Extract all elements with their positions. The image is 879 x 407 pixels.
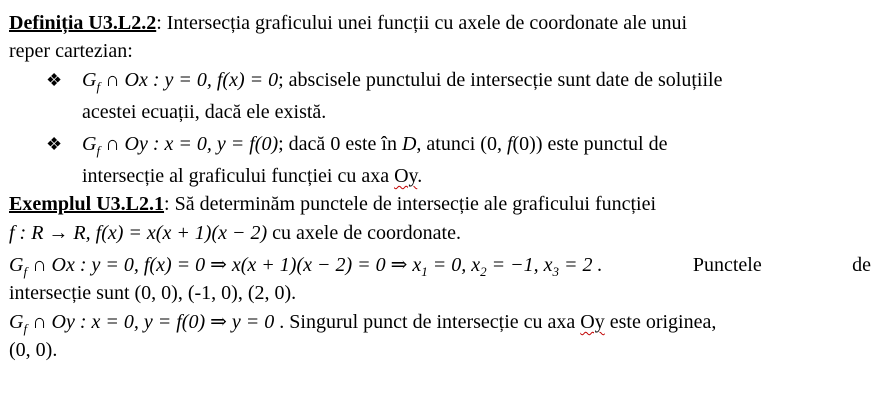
- definition-line-1: [9, 7, 871, 39]
- bullet-ox-text: ; abscisele punctului de intersecție sunt date de soluțiile: [278, 69, 723, 91]
- bullet-oy-line-2: intersecție al graficului funcției cu axa Oy.: [82, 165, 423, 187]
- example-oy-line: $G_f$ ∩ Oy : x = 0, y = f(0) ⇒ y = 0 . Singurul punct de intersecție cu axa Oy este originea,: [9, 311, 717, 336]
- example-ox-line: $G_f$ ∩ Ox : y = 0, f(x) = 0 ⇒ x(x + 1)(x − 2) = 0 ⇒ $x_1 = 0$, $x_2 = -1$, $x_3 = 2$ . Punctele de: [9, 249, 871, 281]
- example-line-2: f : R → R, f(x) = x(x + 1)(x − 2) cu axele de coordonate.: [9, 222, 461, 244]
- formula-ox: $G_f$ ∩ Ox : y = 0, f(x) = 0: [82, 69, 279, 94]
- example-line-1: Exemplul U3.L2.1: Să determinăm punctele de intersecție ale graficului funcției: [9, 193, 657, 215]
- bullet-oy-line-1: ❖ $G_f$ ∩ Oy : x = 0, y = f(0); dacă 0 este în D, atunci (0, f(0)) este punctul de: [9, 128, 871, 160]
- function-formula: f : R → R, f(x) = x(x + 1)(x − 2): [9, 222, 268, 244]
- definition-line-2: [9, 39, 871, 64]
- definition-text: : Intersecția graficului unei funcții cu axele de coordonate ale unui: [156, 12, 688, 34]
- definition-label: Definiția U3.L2.2: [9, 12, 157, 34]
- diamond-bullet-icon: ❖: [46, 70, 63, 90]
- spellcheck-word-oy-2: Oy: [580, 311, 605, 333]
- example-oy-line-2: (0, 0).: [9, 339, 58, 361]
- diamond-bullet-icon: ❖: [46, 134, 63, 154]
- ox-derivation: $G_f$ ∩ Ox : y = 0, f(x) = 0 ⇒ x(x + 1)(x − 2) = 0 ⇒ $x_1 = 0$, $x_2 = -1$, $x_3 = 2$ .: [9, 254, 603, 279]
- example-label: Exemplul U3.L2.1: [9, 193, 165, 215]
- example-ox-line-2: intersecție sunt (0, 0), (-1, 0), (2, 0).: [9, 282, 297, 304]
- definition-text-cont: reper cartezian:: [9, 40, 133, 62]
- oy-derivation: $G_f$ ∩ Oy : x = 0, y = f(0) ⇒ y = 0: [9, 311, 275, 336]
- spellcheck-word-oy: Oy: [394, 165, 418, 187]
- bullet-ox-line-2: acestei ecuații, dacă ele există.: [82, 101, 327, 123]
- formula-oy: $G_f$ ∩ Oy : x = 0, y = f(0): [82, 133, 279, 158]
- bullet-ox-line-1: [9, 64, 871, 96]
